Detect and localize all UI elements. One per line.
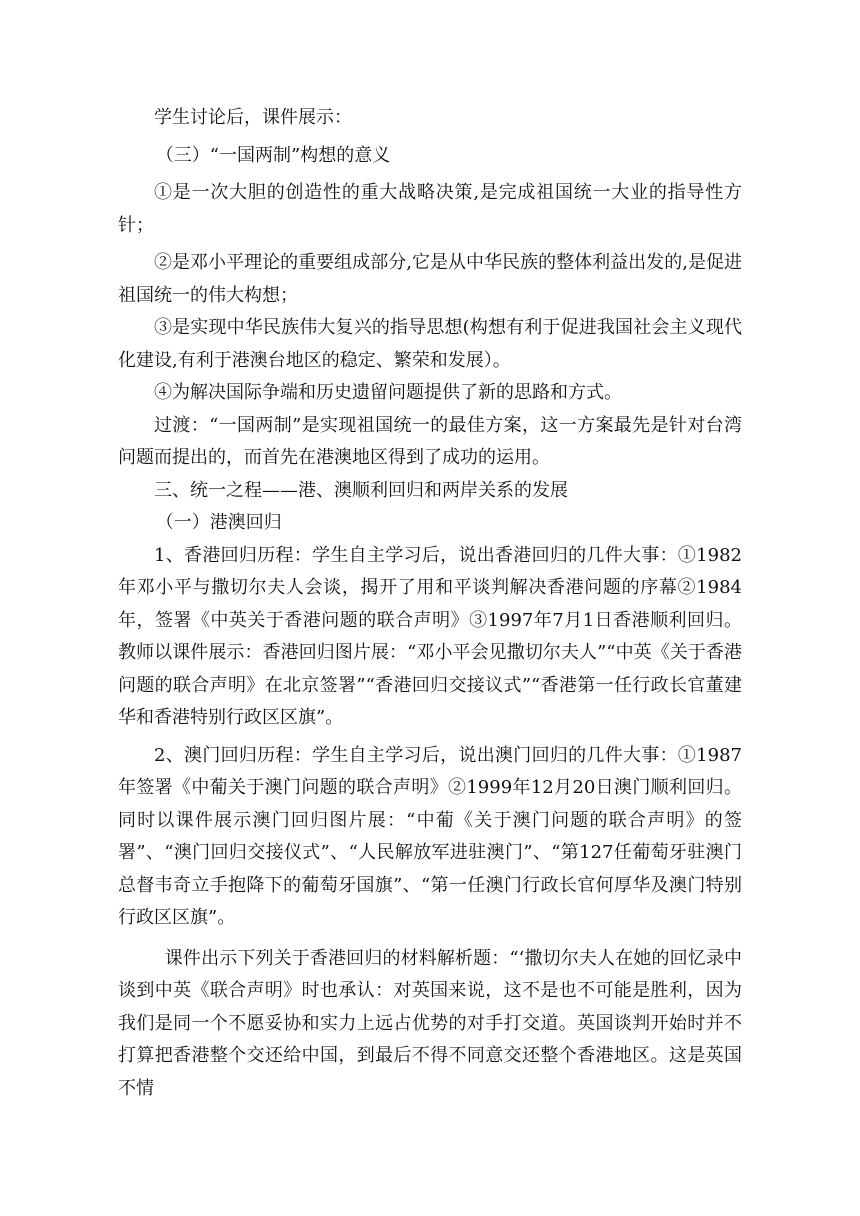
paragraph-material-analysis: 课件出示下列关于香港回归的材料解析题：“‘撒切尔夫人在她的回忆录中谈到中英《联合声明》时也承认：对英国来说，这不是也不可能是胜利，因为我们是同一个不愿妥协和实力上远占优势的对手打交道。英国谈判开始时并不打算把香港整个交还给中国，到最后不得不同意交还整个香港地区。这是英国不情 — [118, 947, 742, 1099]
paragraph-macau-return: 2、澳门回归历程：学生自主学习后，说出澳门回归的几件大事：①1987年签署《中葡关于澳门问题的联合声明》②1999年12月20日澳门顺利回归。同时以课件展示澳门回归图片展：“中葡《关于澳门问题的联合声明》的签署”、“澳门回归交接仪式”、“人民解放军进驻澳门”、“第127任葡萄牙驻澳门总督韦奇立手抱降下的葡萄牙国旗”、“第一任澳门行政长官何厚华及澳门特别行政区区旗”。 — [118, 744, 742, 928]
subsection-heading-return: （一）港澳回归 — [155, 512, 282, 533]
paragraph-hongkong-return: 1、香港回归历程：学生自主学习后，说出香港回归的几件大事：①1982年邓小平与撒切尔夫人会谈，揭开了用和平谈判解决香港问题的序幕②1984年，签署《中英关于香港问题的联合声明》③1997年7月1日香港顺利回归。教师以课件展示：香港回归图片展：“邓小平会见撒切尔夫人”“中英《关于香港问题的联合声明》在北京签署”“香港回归交接议式”“香港第一任行政长官董建华和香港特别行政区区旗”。 — [118, 544, 742, 728]
section-heading-significance: （三）“一国两制”构想的意义 — [155, 144, 391, 166]
paragraph-point-4: ④为解决国际争端和历史遗留问题提供了新的思路和方式。 — [154, 382, 622, 403]
paragraph-intro: 学生讨论后，课件展示： — [154, 107, 352, 128]
paragraph-point-3: ③是实现中华民族伟大复兴的指导思想(构想有利于促进我国社会主义现代化建设,有利于港澳台地区的稳定、繁荣和发展）。 — [118, 317, 742, 371]
section-heading-unification: 三、统一之程——港、澳顺利回归和两岸关系的发展 — [154, 479, 568, 501]
paragraph-point-1: ①是一次大胆的创造性的重大战略决策,是完成祖国统一大业的指导性方针； — [118, 182, 742, 236]
document-page — [118, 102, 742, 1105]
paragraph-transition: 过渡：“一国两制”是实现祖国统一的最佳方案，这一方案最先是针对台湾问题而提出的，而首先在港澳地区得到了成功的运用。 — [118, 414, 742, 468]
paragraph-point-2: ②是邓小平理论的重要组成部分,它是从中华民族的整体利益出发的,是促进祖国统一的伟大构想； — [118, 252, 742, 306]
